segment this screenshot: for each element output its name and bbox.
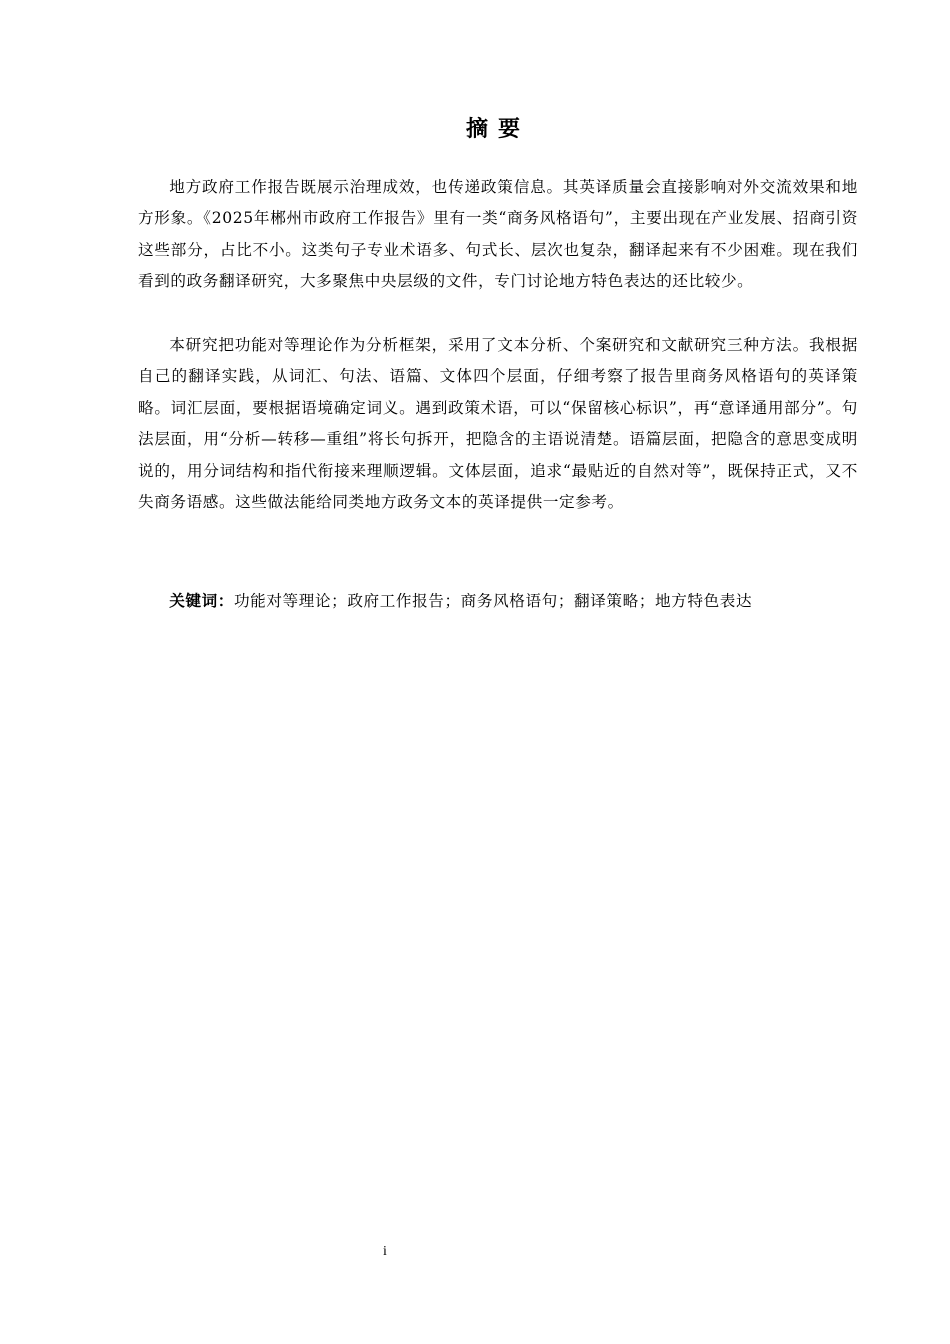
abstract-paragraph-2: 本研究把功能对等理论作为分析框架，采用了文本分析、个案研究和文献研究三种方法。我根据自己的翻译实践，从词汇、句法、语篇、文体四个层面，仔细考察了报告里商务风格语句的英译策略。词汇层面，要根据语境确定词义。遇到政策术语，可以“保留核心标识”，再“意译通用部分”。句法层面，用“分析—转移—重组”将长句拆开，把隐含的主语说清楚。语篇层面，把隐含的意思变成明说的，用分词结构和指代衔接来理顺逻辑。文体层面，追求“最贴近的自然对等”，既保持正式，又不失商务语感。这些做法能给同类地方政务文本的英译提供一定参考。 [138,336,858,512]
abstract-paragraph-1: 地方政府工作报告既展示治理成效，也传递政策信息。其英译质量会直接影响对外交流效果和地方形象。《2025年郴州市政府工作报告》里有一类“商务风格语句”，主要出现在产业发展、招商引资这些部分，占比不小。这类句子专业术语多、句式长、层次也复杂，翻译起来有不少困难。现在我们看到的政务翻译研究，大多聚焦中央层级的文件，专门讨论地方特色表达的还比较少。 [138,178,858,291]
keywords-label: 关键词： [169,592,234,610]
abstract-title: 摘要 [465,117,530,142]
abstract-paragraph-2-block [138,330,858,518]
keywords-line [138,586,858,617]
keywords-list: 功能对等理论；政府工作报告；商务风格语句；翻译策略；地方特色表达 [233,592,753,610]
page-number: i [383,1244,387,1259]
abstract-paragraph-1-block [138,172,858,298]
